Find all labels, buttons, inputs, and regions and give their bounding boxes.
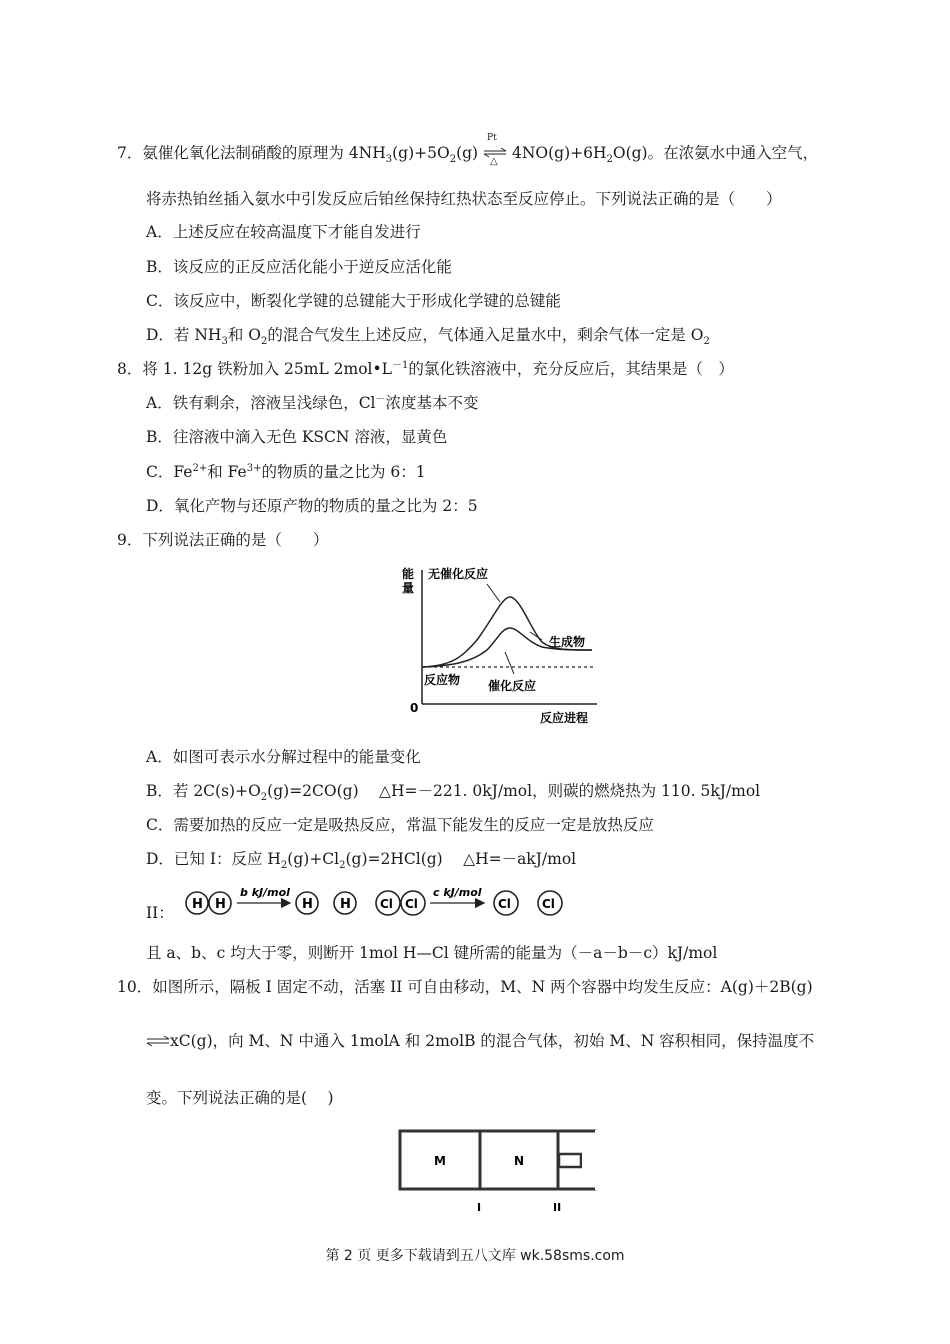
- label-ii: II: [553, 1201, 562, 1214]
- reactants-label: 反应物: [424, 673, 461, 687]
- svg-text:H: H: [302, 897, 313, 912]
- q10-stem-1: 10．如图所示，隔板 I 固定不动，活塞 II 可自由移动，M、N 两个容器中均发生反应：A(g)＋2B(g): [117, 978, 813, 996]
- q9-option-c: C．需要加热的反应一定是吸热反应，常温下能发生的反应一定是放热反应: [146, 816, 654, 834]
- label-n: N: [514, 1154, 525, 1168]
- svg-text:Cl: Cl: [542, 897, 555, 911]
- y-axis-label-2: 量: [402, 581, 415, 595]
- reversible-arrow-icon: Pt △: [483, 144, 507, 164]
- products-label: 生成物: [549, 635, 586, 649]
- svg-text:H: H: [340, 897, 351, 912]
- svg-text:Cl: Cl: [405, 897, 418, 911]
- svg-text:H: H: [192, 897, 203, 912]
- q8-option-a: A．铁有剩余，溶液呈浅绿色，Cl－浓度基本不变: [146, 393, 479, 412]
- q7-option-c: C．该反应中，断裂化学键的总键能大于形成化学键的总键能: [146, 292, 561, 310]
- q8-stem: 8．将 1. 12g 铁粉加入 25mL $2mol•L^{-1}$的氯化铁溶液中，充分反应后，其结果是（ ）: [117, 359, 734, 378]
- q9-ii-label: II：: [146, 904, 174, 922]
- energy-c-label: c kJ/mol: [433, 886, 482, 899]
- q8-option-b: B．往溶液中滴入无色 KSCN 溶液，显黄色: [146, 428, 448, 446]
- q10-stem-3: 变。下列说法正确的是( ): [146, 1089, 334, 1107]
- q9-conclusion: 且 a、b、c 均大于零，则断开 1mol H—Cl 键所需的能量为（－a－b－c）kJ/mol: [146, 944, 718, 962]
- q10-stem-2: xC(g)，向 M、N 中通入 1molA 和 2molB 的混合气体，初始 M、N 容积相同，保持温度不: [146, 1031, 814, 1052]
- label-m: M: [434, 1154, 446, 1168]
- energy-diagram: [392, 562, 612, 727]
- origin-label: 0: [410, 701, 419, 715]
- bond-breaking-diagram: [182, 880, 572, 924]
- svg-text:H: H: [215, 897, 226, 912]
- container-diagram: [396, 1125, 602, 1215]
- energy-b-label: b kJ/mol: [240, 886, 290, 899]
- reversible-arrow-icon: [146, 1032, 170, 1052]
- q9-stem: 9．下列说法正确的是（ ）: [117, 531, 329, 549]
- q9-option-b: B．若 $2C(s)+O_2(g)=2CO(g)$ △H=－221. 0kJ/mol，则碳的燃烧热为 110. 5kJ/mol: [146, 782, 761, 804]
- svg-text:Cl: Cl: [380, 897, 393, 911]
- page-footer: 第 2 页 更多下载请到五八文库 wk.58sms.com: [325, 1248, 625, 1264]
- y-axis-label-1: 能: [402, 567, 415, 581]
- uncatalyzed-label: 无催化反应: [428, 567, 489, 581]
- q7-option-b: B．该反应的正反应活化能小于逆反应活化能: [146, 258, 452, 276]
- label-i: I: [477, 1201, 482, 1214]
- q9-option-a: A．如图可表示水分解过程中的能量变化: [146, 748, 421, 766]
- q8-option-d: D．氧化产物与还原产物的物质的量之比为 2：5: [146, 497, 478, 515]
- q9-option-d: D．已知 I：反应 $H_2(g)+Cl_2(g)=2HCl(g)$ △H=－akJ/mol: [146, 850, 577, 872]
- q7-stem-line2: 将赤热铂丝插入氨水中引发反应后铂丝保持红热状态至反应停止。下列说法正确的是（ ）: [146, 190, 782, 208]
- q7-stem: 7．氨催化氧化法制硝酸的原理为 $4NH_3(g)+5O_2(g)$ Pt △ $4NO(g)+6H_2O(g)$。在浓氨水中通入空气，: [117, 133, 819, 167]
- catalyzed-label: 催化反应: [488, 679, 537, 693]
- x-axis-label: 反应进程: [540, 711, 589, 725]
- svg-text:Cl: Cl: [498, 897, 511, 911]
- q7-option-d: D．若 $NH_3$和 $O_2$的混合气发生上述反应，气体通入足量水中，剩余气体一定是 $O_2$: [146, 326, 710, 348]
- q7-option-a: A．上述反应在较高温度下才能自发进行: [146, 223, 421, 241]
- q8-option-c: C．$Fe^{2+}$和 $Fe^{3+}$的物质的量之比为 6：1: [146, 462, 426, 481]
